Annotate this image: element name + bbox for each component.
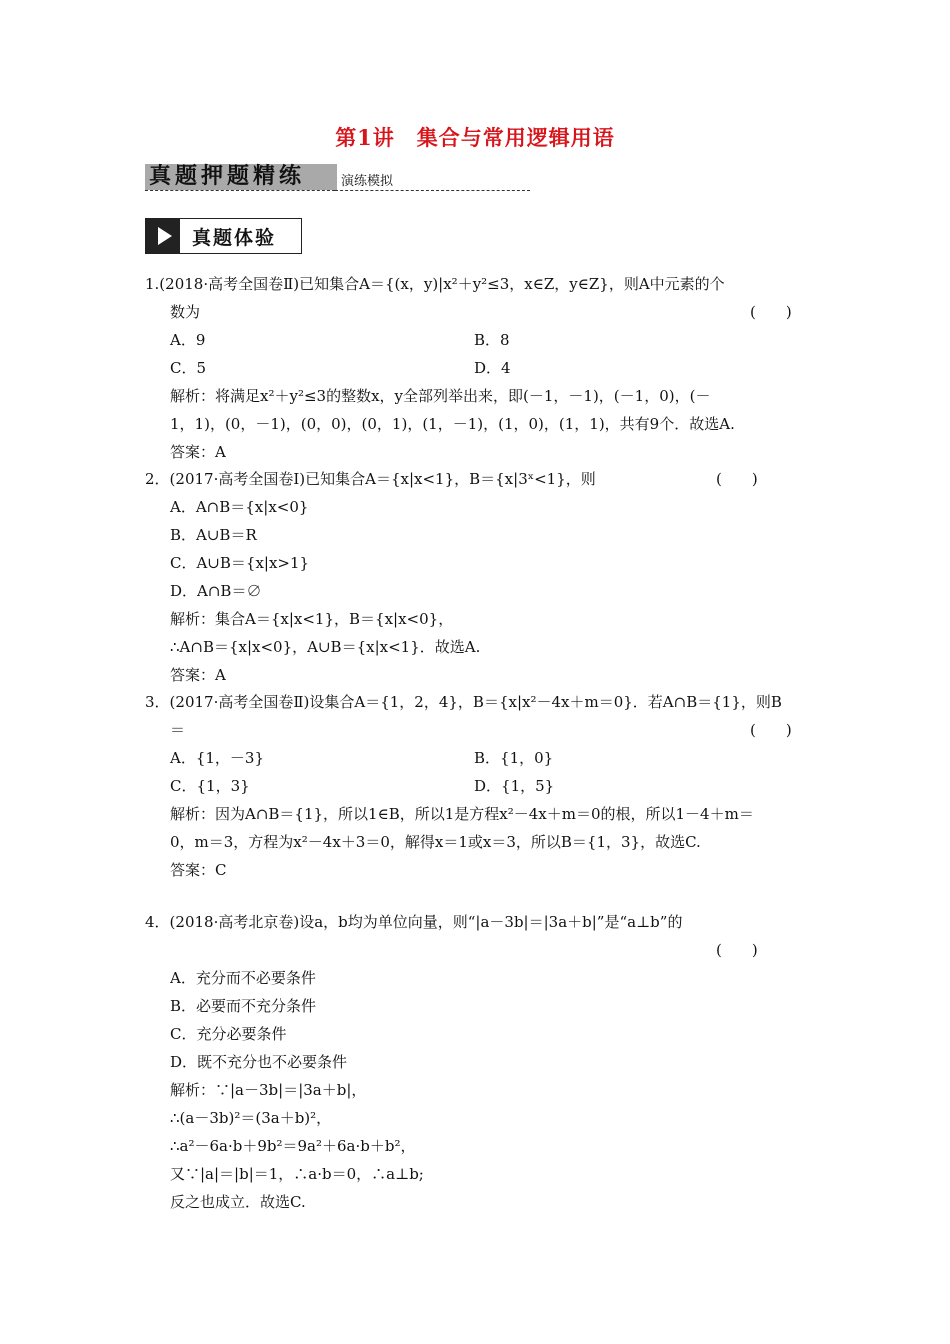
q2-solution-line1: 解析：集合A＝{x|x<1}，B＝{x|x<0}， [170,610,454,628]
play-arrow-icon [146,219,180,253]
q1-solution-line1: 解析：将满足x²＋y²≤3的整数x，y全部列举出来，即(－1，－1)，(－1，0)，(－ [170,387,711,405]
banner-main-label: 真题押题精练 [145,164,337,190]
section-banner [145,160,530,194]
q2-option-b: B．A∪B＝R [170,526,257,544]
q3-answer: 答案：C [170,861,227,879]
section-label: 真题体验 [192,226,277,249]
q4-solution-line1: 解析：∵|a－3b|＝|3a＋b|， [170,1081,367,1099]
banner-divider-right [335,190,530,191]
q1-option-d: D．4 [474,359,511,377]
q1-stem-line1: 1.(2018·高考全国卷Ⅱ)已知集合A＝{(x，y)|x²＋y²≤3，x∈Z，y∈Z}，则A中元素的个 [145,275,725,293]
q2-answer: 答案：A [170,666,226,684]
q4-solution-line3: ∴a²－6a·b＋9b²＝9a²＋6a·b＋b²， [170,1137,416,1155]
q1-option-c: C．5 [170,359,207,377]
q4-option-a: A．充分而不必要条件 [170,969,316,987]
section-header [145,218,302,254]
q4-option-d: D．既不充分也不必要条件 [170,1053,348,1071]
q1-option-b: B．8 [474,331,510,349]
banner-divider [145,190,335,191]
q4-stem: 4．(2018·高考北京卷)设a，b均为单位向量，则“|a－3b|＝|3a＋b|”是“a⊥b”的 [145,913,683,931]
q3-option-d: D．{1，5} [474,777,555,795]
q3-answer-blank: ( ) [750,721,792,739]
q4-solution-line5: 反之也成立．故选C. [170,1193,306,1211]
q3-solution-line1: 解析：因为A∩B＝{1}，所以1∈B，所以1是方程x²－4x＋m＝0的根，所以1－4＋m＝ [170,805,754,823]
q2-solution-line2: ∴A∩B＝{x|x<0}，A∪B＝{x|x<1}．故选A. [170,638,481,656]
q2-stem: 2．(2017·高考全国卷Ⅰ)已知集合A＝{x|x<1}，B＝{x|3ˣ<1}，则 [145,470,596,488]
q3-stem-line2: ＝ [170,721,186,739]
q3-solution-line2: 0，m＝3，方程为x²－4x＋3＝0，解得x＝1或x＝3，所以B＝{1，3}，故选C. [170,833,701,851]
q3-option-b: B．{1，0} [474,749,554,767]
q2-option-a: A．A∩B＝{x|x<0} [170,498,309,516]
q2-option-d: D．A∩B＝∅ [170,582,262,600]
q1-option-a: A．9 [170,331,206,349]
q1-answer: 答案：A [170,443,226,461]
q4-option-b: B．必要而不充分条件 [170,997,317,1015]
q3-option-c: C．{1，3} [170,777,250,795]
q2-answer-blank: ( ) [716,470,758,488]
q3-stem-line1: 3．(2017·高考全国卷Ⅱ)设集合A＝{1，2，4}，B＝{x|x²－4x＋m＝0}．若A∩B＝{1}，则B [145,693,782,711]
q2-option-c: C．A∪B＝{x|x>1} [170,554,310,572]
q3-option-a: A．{1，－3} [170,749,265,767]
q4-solution-line4: 又∵|a|＝|b|＝1，∴a·b＝0，∴a⊥b; [170,1165,424,1183]
q1-stem-line2: 数为 [170,303,201,321]
q1-answer-blank: ( ) [750,303,792,321]
banner-sub-label: 演练模拟 [341,174,394,189]
q1-solution-line2: 1，1)，(0，－1)，(0，0)，(0，1)，(1，－1)，(1，0)，(1，1)，共有9个．故选A. [170,415,735,433]
q4-answer-blank: ( ) [716,941,758,959]
page-title: 第1讲 集合与常用逻辑用语 [335,125,615,150]
q4-option-c: C．充分必要条件 [170,1025,287,1043]
q4-solution-line2: ∴(a－3b)²＝(3a＋b)²， [170,1109,332,1127]
